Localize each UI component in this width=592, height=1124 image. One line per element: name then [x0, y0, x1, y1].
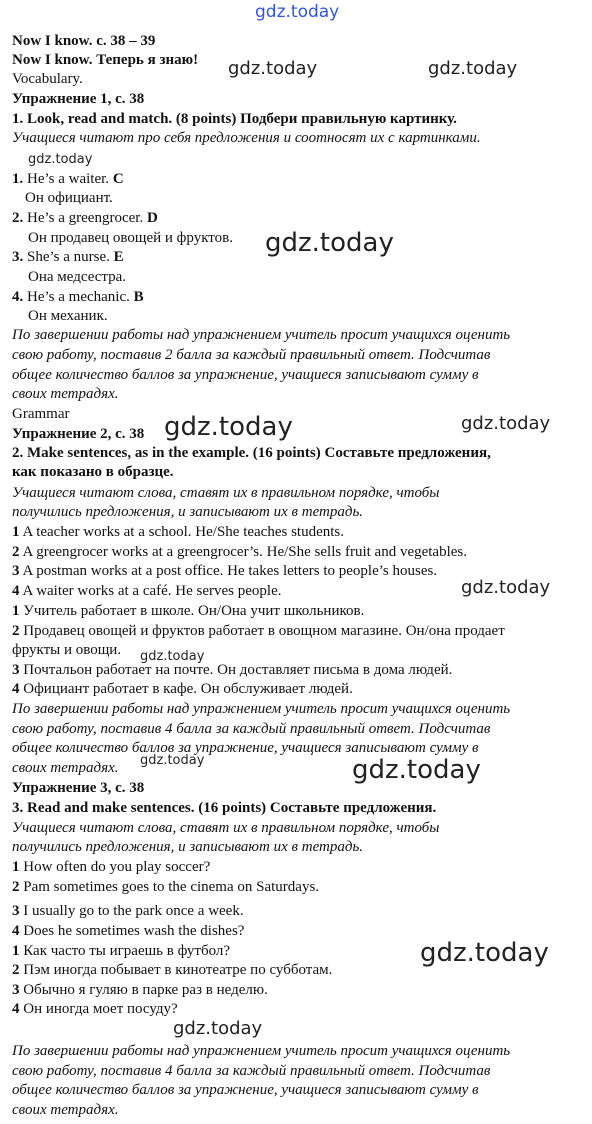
ex3-heading: Упражнение 3, с. 38 — [12, 780, 145, 796]
ex1-item — [12, 288, 144, 307]
watermark: gdz.today — [140, 649, 205, 664]
item-text: Продавец овощей и фруктов работает в овощном магазине. Он/она продает — [23, 623, 505, 639]
ex3-closing-line: общее количество баллов за упражнение, учащиеся записывают сумму в — [12, 1082, 479, 1098]
item-number: 1 — [12, 603, 20, 619]
item-number: 1 — [12, 524, 20, 540]
ex2-closing-line: общее количество баллов за упражнение, учащиеся записывают сумму в — [12, 740, 479, 756]
ex3-translation — [12, 942, 230, 961]
ex1-closing-line: своих тетрадях. — [12, 386, 119, 402]
ex2-item — [12, 543, 467, 562]
item-number: 3 — [12, 662, 20, 678]
item-number: 4 — [12, 923, 20, 939]
item-text: Does he sometimes wash the dishes? — [23, 923, 245, 939]
item-text: She’s a nurse. — [27, 249, 110, 265]
watermark: gdz.today — [265, 228, 394, 258]
item-number: 4 — [12, 1001, 20, 1017]
item-answer: D — [146, 210, 158, 226]
item-text: He’s a waiter. — [27, 171, 110, 187]
ex1-item — [12, 170, 124, 189]
watermark: gdz.today — [428, 58, 518, 79]
item-text: He’s a greengrocer. — [27, 210, 144, 226]
item-number: 1 — [12, 859, 20, 875]
item-text: A greengrocer works at a greengrocer’s. He/She sells fruit and vegetables. — [22, 544, 467, 560]
ex2-item — [12, 582, 282, 601]
watermark: gdz.today — [140, 753, 205, 768]
item-number: 1. — [12, 171, 24, 187]
ex2-note-line: Учащиеся читают слова, ставят их в правильном порядке, чтобы — [12, 485, 440, 501]
ex1-note: Учащиеся читают про себя предложения и соотносят их с картинками. — [12, 130, 481, 146]
item-text: Pam sometimes goes to the cinema on Saturdays. — [23, 879, 320, 895]
item-text: A teacher works at a school. He/She teaches students. — [22, 524, 345, 540]
ex3-closing-line: По завершении работы над упражнением учитель просит учащихся оценить — [12, 1043, 511, 1059]
item-number: 2 — [12, 962, 20, 978]
item-text: Пэм иногда побывает в кинотеатре по субботам. — [23, 962, 333, 978]
ex3-item — [12, 858, 210, 877]
ex2-closing-line: По завершении работы над упражнением учитель просит учащихся оценить — [12, 701, 511, 717]
item-number: 4. — [12, 289, 24, 305]
ex2-heading: Упражнение 2, с. 38 — [12, 426, 145, 442]
item-number: 1 — [12, 943, 20, 959]
ex3-translation — [12, 1000, 178, 1019]
watermark: gdz.today — [228, 58, 318, 79]
ex1-closing-line: общее количество баллов за упражнение, учащиеся записывают сумму в — [12, 367, 479, 383]
item-number: 4 — [12, 681, 20, 697]
item-text: How often do you play soccer? — [23, 859, 211, 875]
ex2-closing-line: свою работу, поставив 4 балла за каждый правильный ответ. Подсчитав — [12, 721, 491, 737]
ex3-translation — [12, 961, 332, 980]
item-text: Обычно я гуляю в парке раз в неделю. — [23, 982, 268, 998]
section-grammar: Grammar — [12, 406, 70, 422]
item-number: 2 — [12, 623, 20, 639]
ex2-item — [12, 523, 344, 542]
ex1-item — [12, 209, 158, 228]
ex1-translation: Он механик. — [28, 308, 108, 324]
page-title: Now I know. с. 38 – 39 — [12, 33, 156, 49]
item-text: I usually go to the park once a week. — [23, 903, 244, 919]
ex3-item — [12, 902, 244, 921]
ex3-translation — [12, 981, 268, 1000]
header-watermark: gdz.today — [255, 2, 340, 22]
item-text: A waiter works at a café. He serves people. — [22, 583, 282, 599]
item-number: 3 — [12, 903, 20, 919]
item-text: Он иногда моет посуду? — [23, 1001, 178, 1017]
item-text: Почтальон работает на почте. Он доставляет письма в дома людей. — [23, 662, 453, 678]
ex2-translation — [12, 680, 353, 699]
ex3-note-line: Учащиеся читают слова, ставят их в правильном порядке, чтобы — [12, 820, 440, 836]
ex2-translation — [12, 661, 452, 680]
ex2-translation-cont: фрукты и овощи. — [12, 642, 122, 658]
ex3-closing-line: свою работу, поставив 4 балла за каждый правильный ответ. Подсчитав — [12, 1063, 491, 1079]
ex2-task-line: как показано в образце. — [12, 464, 174, 480]
item-answer: B — [133, 289, 144, 305]
ex3-closing-line: своих тетрадях. — [12, 1102, 119, 1118]
page-subtitle: Now I know. Теперь я знаю! — [12, 52, 199, 68]
item-number: 3 — [12, 563, 20, 579]
ex3-item — [12, 922, 244, 941]
item-number: 2 — [12, 544, 20, 560]
item-number: 2. — [12, 210, 24, 226]
item-number: 2 — [12, 879, 20, 895]
ex1-translation: Он продавец овощей и фруктов. — [28, 230, 233, 246]
ex2-item — [12, 562, 437, 581]
ex2-note-line: получились предложения, и записывают их в тетрадь. — [12, 504, 364, 520]
watermark: gdz.today — [173, 1018, 263, 1039]
ex2-translation — [12, 622, 505, 641]
ex1-task: 1. Look, read and match. (8 points) Подбери правильную картинку. — [12, 111, 457, 127]
item-text: Как часто ты играешь в футбол? — [23, 943, 231, 959]
watermark: gdz.today — [420, 938, 549, 968]
ex1-item — [12, 248, 124, 267]
item-text: A postman works at a post office. He takes letters to people’s houses. — [22, 563, 438, 579]
section-vocabulary: Vocabulary. — [12, 71, 83, 87]
ex3-note-line: получились предложения, и записывают их в тетрадь. — [12, 839, 364, 855]
item-answer: E — [113, 249, 124, 265]
ex2-translation — [12, 602, 364, 621]
ex1-closing-line: свою работу, поставив 2 балла за каждый правильный ответ. Подсчитав — [12, 347, 491, 363]
ex2-task-line: 2. Make sentences, as in the example. (16 points) Составьте предложения, — [12, 445, 491, 461]
ex1-translation: Он официант. — [25, 190, 113, 206]
watermark: gdz.today — [352, 755, 481, 785]
ex3-item — [12, 878, 319, 897]
ex2-closing-line: своих тетрадях. — [12, 760, 119, 776]
item-text: Учитель работает в школе. Он/Она учит школьников. — [23, 603, 365, 619]
item-text: He’s a mechanic. — [27, 289, 130, 305]
watermark: gdz.today — [461, 413, 551, 434]
ex1-closing-line: По завершении работы над упражнением учитель просит учащихся оценить — [12, 327, 511, 343]
ex3-task: 3. Read and make sentences. (16 points) Составьте предложения. — [12, 800, 437, 816]
watermark: gdz.today — [28, 152, 93, 167]
item-text: Официант работает в кафе. Он обслуживает людей. — [23, 681, 353, 697]
item-number: 3 — [12, 982, 20, 998]
watermark: gdz.today — [461, 577, 551, 598]
item-answer: C — [112, 171, 124, 187]
item-number: 4 — [12, 583, 20, 599]
watermark: gdz.today — [164, 412, 293, 442]
item-number: 3. — [12, 249, 24, 265]
ex1-translation: Она медсестра. — [28, 269, 127, 285]
ex1-heading: Упражнение 1, с. 38 — [12, 91, 145, 107]
